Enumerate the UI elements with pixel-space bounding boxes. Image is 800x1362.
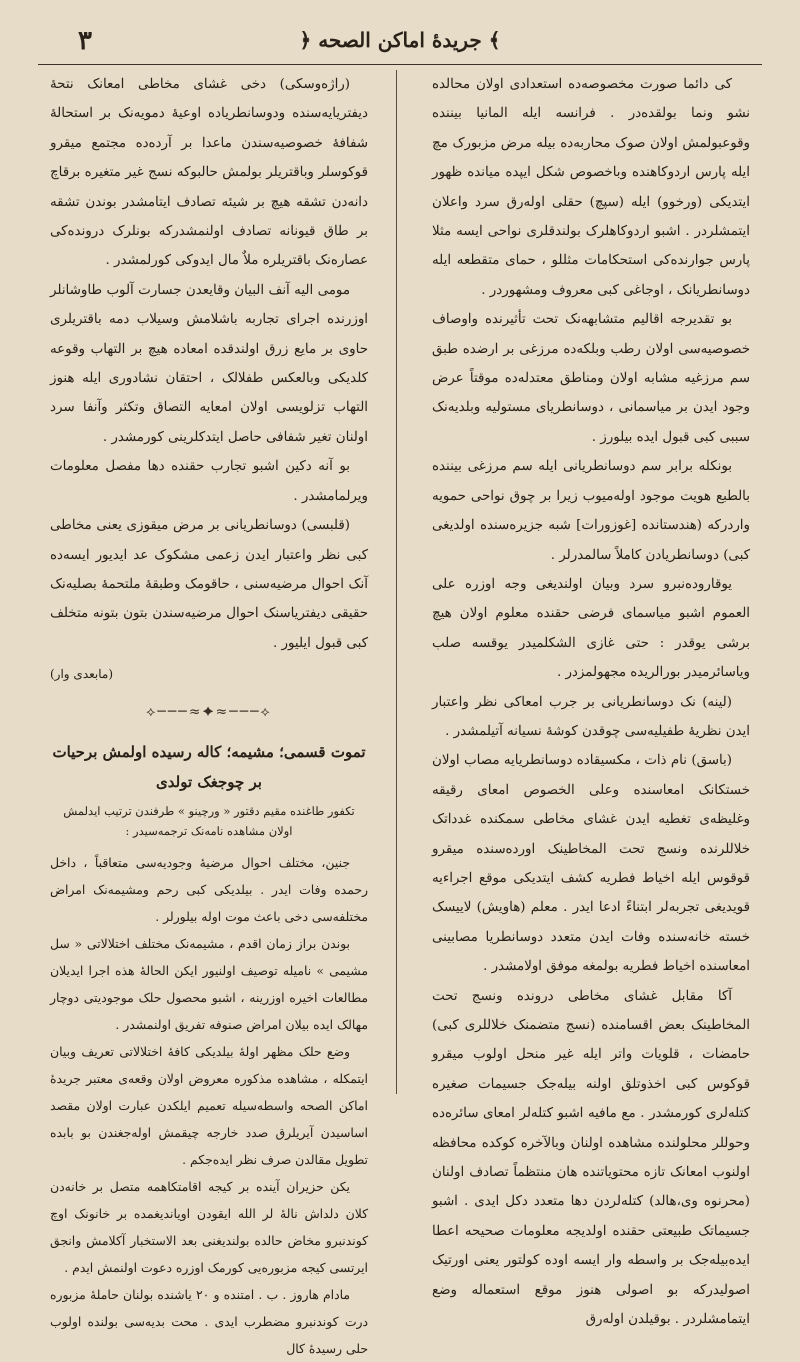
paragraph: یکن حزیران آینده بر کیجه اقامتکاهمه متصل بر خانه‌دن کلان دلداش نالهٔ لر الله ایقودن اویاندیغمده بر خانونک اوچ کوندنبرو مخاض حالده بولندیغنی بعد الاستخبار آکلامش وانجق ایرتسی کیجه مزبوره‌یی کورمک اوزره دعوت اولنمش ایدم . bbox=[50, 1178, 368, 1275]
right-column bbox=[432, 70, 750, 1328]
paragraph: یوقاروده‌نبرو سرد وبیان اولندیغی وجه اوزره علی العموم اشبو میاسمای فرضی حقنده معلوم اولان هیچ برشی یوقدر : حتی غازی الشکلمیدر یوقسه صلب ویاسائرمیدر بورالریده مجهولمزدر . bbox=[432, 576, 750, 681]
paragraph: بوندن براز زمان اقدم ، مشیمه‌نک مختلف اختلالاتی « سل مشیمی » نامیله توصیف اولنیور ایکن الحالهٔ هذه اجرا ایدیلان مطالعات اخیره اوزرینه ، اشبو محصول حلک موجودیتی دوچار مهالک ایده بیلان امراض صنوفه تفریق اولنمشدر . bbox=[50, 935, 368, 1032]
continued-note: (مابعدی وار) bbox=[50, 667, 114, 682]
paragraph: جنین، مختلف احوال مرضیهٔ وجودیه‌سی متعاقباً ، داخل رحمده وفات ایدر . بیلدیکی کبی رحم ومشیمه‌نک امراض مختلفه‌سی دخی باعث موت اوله بیلورلر . bbox=[50, 854, 368, 924]
paragraph: (لینه) نک دوسانطریانی بر جرب امعاکی نظر واعتبار ایدن نظریهٔ طفیلیه‌سی چوقدن کوشهٔ نسیانه آتیلمشدر . bbox=[432, 694, 750, 739]
page-number: ٣ bbox=[78, 26, 92, 56]
paragraph: بونکله برابر سم دوسانطریانی ایله سم مرزغی بیننده بالطبع هویت موجود اوله‌میوب زیرا بر چوق نواحی حمویه واردرکه (هندستانده [غوزورات] شبه جزیره‌سنده اولدیغی کبی) دوسانطریادن کاملاً سالمدرلر . bbox=[432, 459, 750, 563]
paragraph: بو آنه دکین اشبو تجارب حقنده دها مفصل معلومات ویرلمامشدر . bbox=[50, 459, 368, 504]
paragraph: مومی الیه آنف البیان وقایعدن جسارت آلوب طاوشانلر اوزرنده اجرای تجاربه باشلامش وسیلاب دمه باقتریلری حاوی بر مایع زرق اولندقده امعاده هیچ بر التهاب وقوعه کلدیکی وبالعکس طفلالک ، احتقان نشادوری ایله هنوز التهاب تزلویسی اولان امعایه التصاق وتکثر وآنفا سرد اولنان تغیر شفافی حاصل ایتدکلرینی کورمشدر . bbox=[50, 282, 368, 445]
column-divider bbox=[396, 70, 397, 1094]
left-column bbox=[50, 70, 368, 1356]
page-header bbox=[38, 22, 762, 65]
news-title: تموت قسمی؛ مشیمه؛ کاله رسیده اولمش برحیات بر چوجغک تولدی bbox=[52, 742, 366, 791]
news-body bbox=[50, 849, 368, 1362]
paragraph: آکا مقابل غشای مخاطی درونده ونسج تحت المخاطینک بعض اقسامنده (نسج متضمنک خلاللری کبی) حامضات ، قلویات واتر ایله غیر منحل اولوب میقرو قوکوس کبی اخذوتلق اولنه بیله‌جک جسیمات صغیره کتله‌لری کورمشدر . مع مافیه اشبو کتله‌لر امعای سائره‌ده وحوللر محلولنده مشاهده اولنان وبالآخره کوکده محافظه اولنوب امعانک تازه محتویاتنده هان منتظماً تصادف اولنان (محرنوه وی،هالد) کتله‌لردن دها متعدد دکل ایدی . اشبو جسیماتک طبیعتی حقنده اولدیجه معلومات صحیحه اعطا ایده‌بیله‌جک بر واسطه وار ایسه اوده کولتور یعنی اورتیک اصولیدرکه بو اصولی هنوز موقع استعماله وضع ایتمامشلردر . بوقیلدن اوله‌رق bbox=[432, 988, 750, 1328]
news-subtitle: تکفور طاغنده مقیم دقتور « ورچینو » طرفندن ترتیب ایدلمش اولان مشاهده نامه‌نک ترجمه‌سیدر : bbox=[63, 803, 355, 838]
journal-title: ﴿ جريدهٔ اماکن الصحه ﴾ bbox=[299, 28, 501, 52]
paragraph: (باسق) نام ذات ، مکسیقاده دوسانطریایه مصاب اولان خستکانک امعاسنده وعلی الخصوص امعای رقیقه وغلیظه‌ی تغطیه ایدن غشای مخاطی سمکنده غدداتک خلاللرنده ونسج تحت المخاطینک اورده‌سنده میقرو قوقوس ایله اخیاط فطریه کشف ایتدیکی موقع اجراءیه قویدیغی تجربه‌لر ابتناءً ادعا ایدر . معلم (هاویش) لاییسک خسته خانه‌سنده وفات ایدن متعدد دوسانطریا مصابینی امعاسنده اخیاط فطریه بولمغه موفق اولامشدر . bbox=[432, 753, 750, 975]
paragraph: (قلبسی) دوسانطریانی بر مرض میقوزی یعنی مخاطی کبی نظر واعتبار ایدن زعمی مشکوک عد ایدیور ایسه‌ده آنک احوال مرضیه‌سنی ، حاقومک وطبقهٔ ملتحمهٔ بصلیه‌نک حقیقی دیفتریاسنک احوال مرضیه‌سندن بتون بتونه متخلف کبی قبول ایلیور . bbox=[50, 518, 368, 651]
paragraph: مادام هاروز . ب . امتنده و ۲۰ یاشنده بولنان حاملهٔ مزبوره درت کوندنبرو مضطرب ایدی . محت بدیه‌سی بولنده اولوب حلی رسیده‌ٔ کال bbox=[50, 1286, 368, 1356]
paragraph: وضع حلک مظهر اولهٔ بیلدیکی کافهٔ اختلالاتی تعریف وبیان ایتمکله ، مشاهده مذکوره معروض اولان وقعه‌ی معتبر جریدهٔ اماکن الصحه واسطه‌سیله تعمیم ایلکدن عبارت اولان مقصد اساسیدن آیریلرق صدد خارجه چیقمش اوله‌جغندن بو بابده تطویل مقالدن صرف نظر ایده‌جکم . bbox=[50, 1043, 368, 1167]
paragraph: (راژه‌وسکی) دخی غشای مخاطی امعانک نتحهٔ دیفتریایه‌سنده ودوسانطریاده اوعیهٔ دمویه‌نک بر استحالهٔ شفافهٔ خصوصیه‌سندن ماعدا بر آرده‌ده مجتمع میقرو قوکوسلر وباقتریلر بولمش حالبوکه نسج غیر متغیره برقاچ دانه‌دن تشقه هیچ بر شیئه تصادف ایتامشدر بوندن تشقه بر طاق قیونانه تصادف اولنمشدرکه بونلرک درونده‌کی عصاره‌نک باقتریلره ملاٌ مال ایدوکی کورلمشدر . bbox=[50, 77, 368, 269]
paragraph: کی دائما صورت مخصوصه‌ده استعدادی اولان محالده نشو ونما بولقده‌در . فرانسه ایله المانیا بیننده وقوعبولمش اولان صوک محاربه‌ده بیله مرض مزبورک مچ ایله پارس اردوکاهنده وباخصوص شکل ایپده میانده ظهور ایتدیکی (ورخوو) ایله (سپچ) حقلی اوله‌رق سرد واعلان ایتمشلردر . اشبو اردوکاهلرک بولندقلری نواحی ایسه مثلا پارس جوارنده‌کی استحکامات مثللو ، حمای متقطعه ایله دوسانطریانک ، اوجاغی کبی معروف ومشهوردر . bbox=[432, 77, 750, 298]
paragraph: بو تقدیرجه اقالیم متشابهه‌نک تحت تأثیرنده واوصاف خصوصیه‌سی اولان رطب وبلکه‌ده مرزغی بر ارضده طبق سم مرزغیه مشابه اولان ومناطق معتدله‌ده موقتاً عرض وجود ایدن بر میاسمانی ، دوسانطریای مستولیه وبلدیه‌نک سببی کبی قبول ایده بیلورز . bbox=[432, 312, 750, 445]
section-ornament: ⟡───≈✦≈───⟡ bbox=[146, 703, 272, 720]
article-columns bbox=[50, 70, 750, 1356]
